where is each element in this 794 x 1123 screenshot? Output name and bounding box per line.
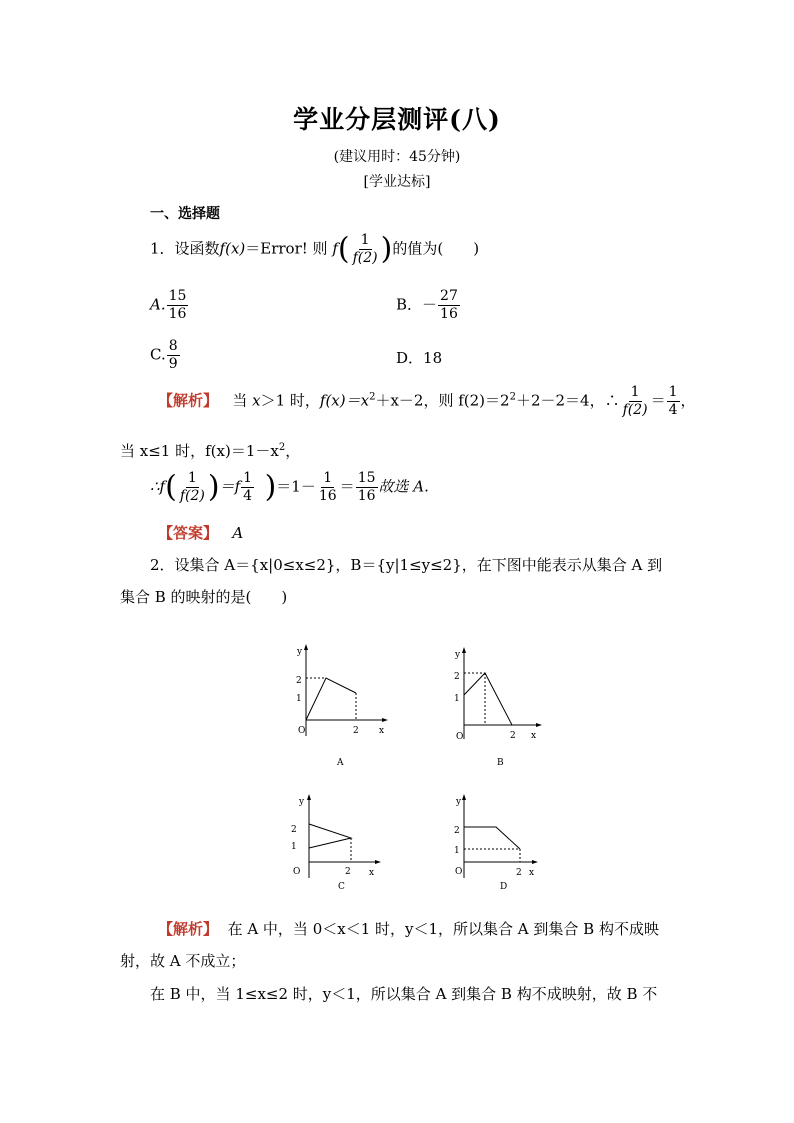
q1-frac-den: f(2) <box>352 250 378 266</box>
option-d: D．18 <box>396 349 443 367</box>
option-c-den: 9 <box>168 356 178 372</box>
answer-1-value: A <box>232 524 244 542</box>
analysis-2-line-3: 在 B 中，当 1≤x≤2 时，y＜1，所以集合 A 到集合 B 构不成映射，故 B 不 <box>150 985 658 1003</box>
graph-d-tick-x2: 2 <box>516 868 522 878</box>
a1-l3-den: f(2) <box>179 488 205 504</box>
graph-d <box>450 790 550 885</box>
graph-d-tick-2: 2 <box>454 826 460 836</box>
question-2-line-2: 集合 B 的映射的是( ) <box>120 588 288 606</box>
graph-d-origin: O <box>455 867 463 877</box>
page-title: 学业分层测评(八) <box>293 105 501 134</box>
graph-c-x-label: x <box>369 868 375 878</box>
graph-c-origin: O <box>293 867 301 877</box>
a1-l3b: ＝f <box>219 477 241 496</box>
graph-b-x-label: x <box>531 731 537 741</box>
graph-a-caption: A <box>337 758 344 768</box>
a1-l3c: ＝1－ <box>276 477 316 496</box>
graph-b-tick-x2: 2 <box>510 731 516 741</box>
a1-frac2-num: 1 <box>668 384 678 400</box>
graph-b-caption: B <box>497 758 504 768</box>
graph-b-y-label: y <box>455 650 461 660</box>
a1-l3d2: 16 <box>318 488 337 504</box>
analysis-1-line-2 <box>120 440 300 461</box>
graph-c <box>287 790 387 885</box>
a1-l1end: ， <box>680 391 696 410</box>
graph-d-tick-1: 1 <box>454 846 460 856</box>
a1-l2a: 当 x≤1 时，f(x)＝1－x <box>120 442 279 460</box>
option-b-den: 16 <box>440 306 458 322</box>
a1-frac1-den: f(2) <box>622 402 648 418</box>
a1-sq3: 2 <box>278 442 286 453</box>
a1-l3f-num: 1 <box>243 470 253 486</box>
option-b-label: B．－ <box>396 295 438 314</box>
a1-l3-num: 1 <box>187 470 197 486</box>
graph-d-caption: D <box>500 882 508 892</box>
a1-l1c: f(x)＝x <box>319 391 370 410</box>
q1-stem-a: 1．设函数 <box>150 239 220 258</box>
graph-a-origin: O <box>298 726 306 736</box>
q1-stem-f: f <box>332 239 338 258</box>
graph-d-x-label: x <box>529 868 535 878</box>
graph-b <box>448 643 548 748</box>
graph-c-caption: C <box>338 882 345 892</box>
a1-l1a: 当 <box>232 391 253 410</box>
a1-l1x: x <box>252 391 261 410</box>
analysis-2-tag: 【解析】 <box>158 920 219 938</box>
answer-1-tag: 【答案】 <box>158 524 219 542</box>
a1-l3n2: 1 <box>323 470 333 486</box>
option-b-num: 27 <box>440 288 458 304</box>
analysis-2-text-1: 在 A 中，当 0＜x＜1 时，y＜1，所以集合 A 到集合 B 构不成映 <box>227 920 659 938</box>
option-c-num: 8 <box>168 338 178 354</box>
graph-a-tick-x2: 2 <box>353 726 359 736</box>
a1-l2b: ， <box>285 442 301 460</box>
page-subtitle: (建议用时：45分钟) <box>333 149 461 165</box>
option-a-label: A. <box>150 295 166 314</box>
a1-l1b: ＞1 时， <box>260 391 320 410</box>
analysis-1-line-3: ∴f( $\frac{1}{f(2)}$ )＝f $\frac{1}{4}$ )＝1－ $\frac{1}{16}$ ＝ $\frac{15}{16}$ 故选 A. <box>150 469 429 505</box>
q1-stem-fx: f(x) <box>219 239 246 258</box>
question-2-line-1: 2．设集合 A＝{x|0≤x≤2}，B＝{y|1≤y≤2}，在下图中能表示从集合 A 到 <box>150 556 663 574</box>
option-c <box>150 338 181 373</box>
analysis-2-line-2: 射，故 A 不成立； <box>120 952 246 970</box>
level-label: [学业达标] <box>363 174 431 190</box>
graph-c-tick-2: 2 <box>291 825 297 835</box>
a1-l3e: 故选 A. <box>378 477 429 496</box>
graph-c-tick-x2: 2 <box>345 867 351 877</box>
option-c-label: C. <box>150 345 166 364</box>
answer-1 <box>158 522 243 543</box>
graph-c-y-label: y <box>299 797 305 807</box>
a1-l3d3: 16 <box>357 488 376 504</box>
a1-l3n3: 15 <box>357 470 376 486</box>
q1-stem-c: 的值为( ) <box>392 239 480 258</box>
option-a-num: 15 <box>168 288 187 304</box>
graph-a-tick-2: 2 <box>296 676 302 686</box>
graph-a-y-label: y <box>297 647 303 657</box>
a1-l1d: ＋x－2，则 f(2)＝2 <box>375 391 510 410</box>
section-heading: 一、选择题 <box>150 206 220 222</box>
a1-l3d: ＝ <box>339 477 355 496</box>
option-a-den: 16 <box>168 306 187 322</box>
graph-a-tick-1: 1 <box>296 694 302 704</box>
option-a <box>150 288 189 323</box>
option-b <box>396 288 461 323</box>
graph-a <box>290 640 390 745</box>
question-1-stem: 1．设函数f(x)＝Error! 则 f( $\frac{1}{f(2)}$ )的值为( ) <box>150 231 480 267</box>
analysis-2-line-1 <box>158 918 659 939</box>
a1-sq2: 2 <box>509 391 516 403</box>
analysis-1-tag: 【解析】 <box>158 391 219 410</box>
a1-l3f-den: 4 <box>243 488 253 504</box>
a1-frac1-num: 1 <box>630 384 640 400</box>
graph-b-tick-1: 1 <box>454 694 460 704</box>
graph-a-x-label: x <box>379 726 385 736</box>
q1-fraction <box>351 232 380 267</box>
a1-frac2-den: 4 <box>668 402 678 418</box>
a1-eq: ＝ <box>650 391 666 410</box>
graph-b-tick-2: 2 <box>454 672 460 682</box>
analysis-1-line-1 <box>158 384 696 419</box>
a1-l1e: ＋2－2＝4，∴ <box>515 391 620 410</box>
q1-frac-num: 1 <box>360 232 370 248</box>
graph-d-y-label: y <box>456 797 462 807</box>
q1-stem-b: ＝Error! 则 <box>245 239 328 258</box>
graph-b-origin: O <box>456 732 464 742</box>
graph-c-tick-1: 1 <box>291 842 297 852</box>
a1-l3a: ∴f <box>150 477 166 496</box>
a1-sq1: 2 <box>369 391 376 403</box>
